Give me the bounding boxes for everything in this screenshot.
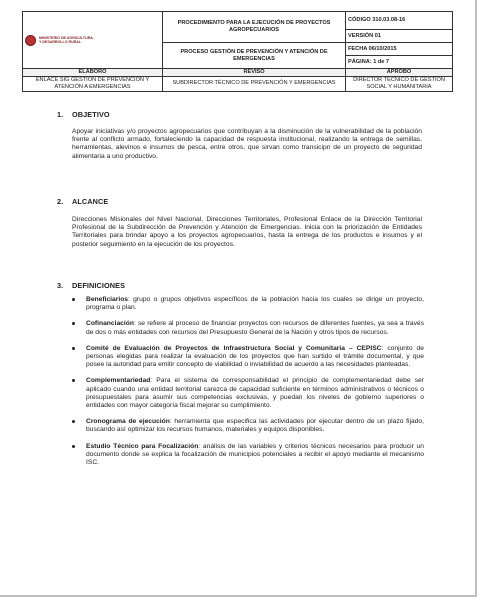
bullet-icon	[72, 379, 75, 382]
signature-label-aprobo: APROBÓ	[346, 69, 453, 77]
definition-term: Estudio Técnico para Focalización	[86, 442, 199, 450]
coat-of-arms-logo-icon	[25, 35, 36, 46]
definition-term: Beneficiarios	[86, 296, 128, 303]
definition-text: : conjunto de personas elegidas para realizar la evaluación de los proyectos que han surtido el trámite documental, y que posee la autoridad para emitir concepto de viabilidad o inviabilidad de acuerdo a las necesidades planteadas.	[86, 344, 424, 369]
definition-term: Cronograma de ejecución	[86, 418, 170, 426]
signature-value-elaboro: ENLACE SIG GESTIÓN DE PREVENCIÓN Y ATENCIÓN A EMERGENCIAS	[23, 76, 163, 91]
section-heading-objetivo: 1. OBJETIVO	[57, 110, 110, 119]
definition-item	[72, 320, 424, 336]
definition-text: : herramienta que especifica las actividades por ejecutar dentro de un plazo fijado, buscando así optimizar los recursos humanos, materiales y equipos disponibles.	[86, 418, 424, 434]
document-version: VERSIÓN 01	[346, 30, 453, 43]
definition-text: : grupo o grupos objetivos específicos de la población hacia los cuales se dirige un proyecto, programa o plan.	[86, 296, 424, 312]
definition-term: Complementariedad	[86, 377, 151, 385]
logo-cell	[23, 12, 163, 69]
definition-item	[72, 443, 424, 468]
document-code: CÓDIGO 310.03.08-16	[346, 12, 453, 30]
definition-item	[72, 377, 424, 410]
signature-label-reviso: REVISÓ	[163, 69, 346, 77]
signature-value-reviso: SUBDIRECTOR TÉCNICO DE PREVENCIÓN Y EMERGENCIAS	[163, 76, 346, 91]
definitions-list	[72, 296, 424, 467]
definition-text: : análisis de las variables y criterios técnicos necesarios para producir un documento donde se explica la focalización de municipios potenciales a recibir el apoyo mediante el mecanismo ISC.	[86, 442, 424, 467]
bullet-icon	[72, 347, 75, 350]
definition-term: Cofinanciación	[86, 320, 134, 328]
process-subtitle: PROCESO GESTIÓN DE PREVENCIÓN Y ATENCIÓN DE EMERGENCIAS	[163, 43, 346, 69]
definition-item	[72, 296, 424, 312]
bullet-icon	[72, 322, 75, 325]
signature-label-elaboro: ELABORÓ	[23, 69, 163, 77]
definition-item	[72, 418, 424, 434]
definition-text: : Para el sistema de corresponsabilidad el principio de complementariedad debe ser aplicado cuando una entidad territorial carezca de capacidad suficiente en términos administrativos o técnicos o presupuestales para asumir sus competencias exclusivas, y puedan los niveles de gobierno superiores o entidades con mayor categoría fiscal mejorar su cumplimiento.	[86, 377, 424, 410]
bullet-icon	[72, 445, 75, 448]
signature-value-aprobo: DIRECTOR TÉCNICO DE GESTIÓN SOCIAL Y HUMANITARIA	[346, 76, 453, 91]
bullet-icon	[72, 298, 75, 301]
ministry-logo-text: MINISTERIO DE AGRICULTURA Y DESARROLLO RURAL	[39, 35, 93, 44]
document-date: FECHA 06/10/2015	[346, 43, 453, 56]
definition-term: Comité de Evaluación de Proyectos de Infraestructura Social y Comunitaria – CEPISC	[86, 344, 382, 352]
definition-item	[72, 345, 424, 370]
section-text-alcance: Direcciones Misionales del Nivel Nacional, Direcciones Territoriales, Profesional Enlace de la Dirección Territorial Profesional de la Subdirección de Prevención y Atención de Emergencias. Inicia con la priorización de Entidades Territoriales para brindar apoyo a los proyectos agropecuarios, hasta la entrega de los productos e insumos y el posterior seguimiento en la ejecución de los proyectos.	[72, 216, 422, 248]
procedure-title: PROCEDIMIENTO PARA LA EJECUCIÓN DE PROYECTOS AGROPECUARIOS	[163, 12, 346, 43]
section-text-objetivo: Apoyar iniciativas y/o proyectos agropecuarios que contribuyan a la disminución de la vulnerabilidad de la población frente al conflicto armado, fortaleciendo la capacidad de respuesta institucional, realizando la entrega de semillas, herramientas, alevinos e insumos de pesca, entre otros, que sirvan como transicipn de un proyecto de seguridad alimentaria a uno productivo.	[72, 128, 422, 160]
section-heading-definiciones: 3. DEFINICIONES	[57, 281, 126, 290]
document-header-table	[22, 11, 453, 92]
section-heading-alcance: 2. ALCANCE	[57, 197, 109, 206]
bullet-icon	[72, 420, 75, 423]
document-page-number: PÁGINA: 1 de 7	[346, 56, 453, 69]
definition-text: : se refiere al proceso de financiar proyectos con recursos de diferentes fuentes, ya sea a través de dos o más entidades con recursos del Presupuesto General de la Nación y otros tipos de recursos.	[86, 320, 424, 336]
